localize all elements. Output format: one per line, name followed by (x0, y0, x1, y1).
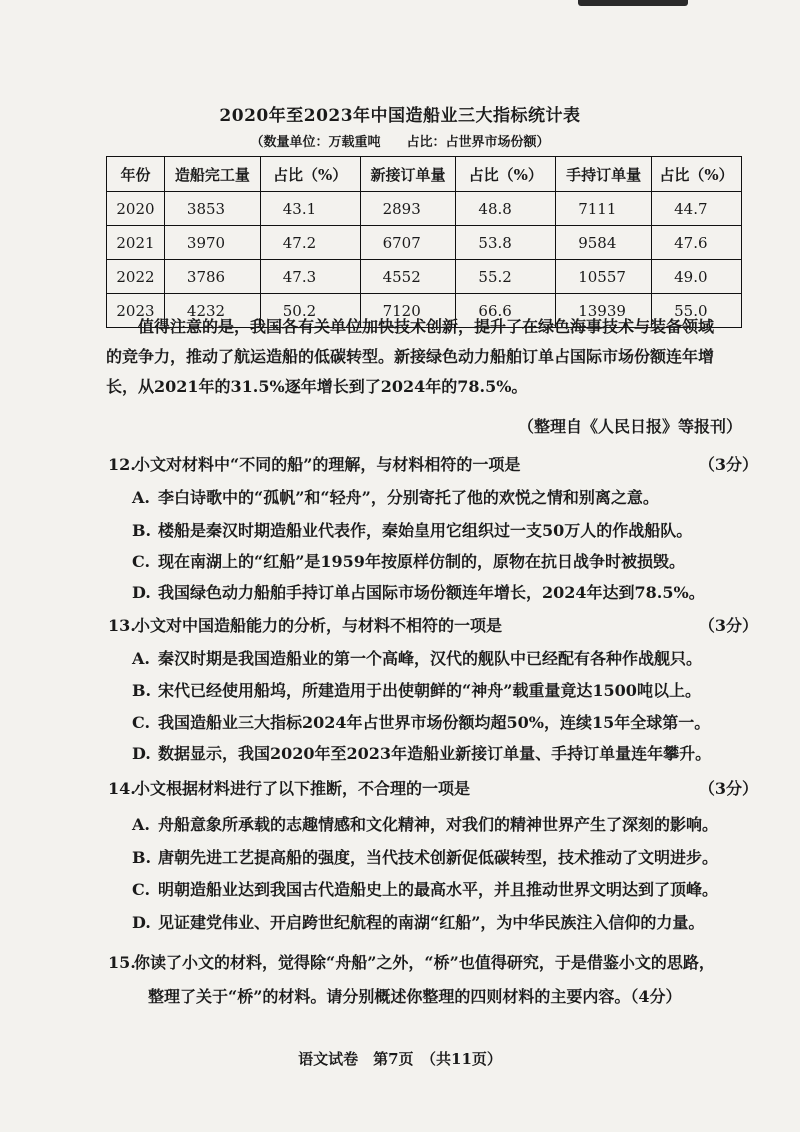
option-letter: B. (132, 848, 152, 867)
option-text: 唐朝先进工艺提高船的强度，当代技术创新促低碳转型，技术推动了文明进步。 (158, 848, 719, 867)
header-share: 占比（%） (652, 157, 742, 192)
table-title: 2020年至2023年中国造船业三大指标统计表 (219, 106, 581, 126)
table-header-row (107, 157, 742, 192)
table-cell: 7120 (360, 294, 456, 328)
table-cell: 2021 (107, 226, 165, 260)
question-number: 15. (108, 953, 136, 972)
option-c (132, 710, 772, 733)
table-cell: 50.2 (260, 294, 360, 328)
table-cell: 4552 (360, 260, 456, 294)
question-13 (108, 613, 758, 636)
question-15-line-2: 整理了关于“桥”的材料。请分别概述你整理的四则材料的主要内容。（4分） (148, 987, 682, 1006)
header-year: 年份 (107, 157, 165, 192)
option-letter: B. (132, 521, 152, 540)
header-share: 占比（%） (260, 157, 360, 192)
table-cell: 2893 (360, 192, 456, 226)
option-b (132, 518, 772, 541)
option-letter: D. (132, 583, 151, 602)
table-cell: 9584 (556, 226, 652, 260)
question-stem: 小文根据材料进行了以下推断，不合理的一项是 (134, 779, 471, 798)
table-cell: 49.0 (652, 260, 742, 294)
header-share: 占比（%） (456, 157, 556, 192)
question-score: （3分） (698, 455, 758, 474)
table-cell: 2020 (107, 192, 165, 226)
option-text: 明朝造船业达到我国古代造船史上的最高水平，并且推动世界文明达到了顶峰。 (158, 880, 719, 899)
top-edge-mark (578, 0, 688, 6)
table-subtitle: （数量单位：万载重吨 占比：占世界市场份额） (250, 135, 550, 150)
table-cell: 10557 (556, 260, 652, 294)
table-cell: 47.2 (260, 226, 360, 260)
option-c (132, 549, 772, 572)
question-number: 12. (108, 455, 136, 474)
paragraph-line: 值得注意的是，我国各有关单位加快技术创新，提升了在绿色海事技术与装备领域 (106, 317, 715, 336)
question-stem: 小文对中国造船能力的分析，与材料不相符的一项是 (134, 616, 503, 635)
option-a (132, 485, 772, 508)
table-row (107, 260, 742, 294)
question-15 (108, 950, 758, 973)
question-stem: 你读了小文的材料，觉得除“舟船”之外，“桥”也值得研究，于是借鉴小文的思路， (134, 953, 715, 972)
source-citation: （整理自《人民日报》等报刊） (517, 417, 742, 436)
question-14 (108, 776, 758, 799)
question-number: 13. (108, 616, 136, 635)
question-number: 14. (108, 779, 136, 798)
header-backlog: 手持订单量 (556, 157, 652, 192)
option-letter: A. (132, 488, 150, 507)
option-letter: C. (132, 880, 151, 899)
table-cell: 3853 (164, 192, 260, 226)
question-score: （3分） (698, 779, 758, 798)
option-letter: C. (132, 713, 151, 732)
table-cell: 43.1 (260, 192, 360, 226)
option-text: 我国造船业三大指标2024年占世界市场份额均超50%，连续15年全球第一。 (158, 713, 711, 732)
table-cell: 44.7 (652, 192, 742, 226)
option-c (132, 877, 772, 900)
table-row (107, 226, 742, 260)
question-12 (108, 452, 758, 475)
option-text: 现在南湖上的“红船”是1959年按原样仿制的，原物在抗日战争时被损毁。 (158, 552, 685, 571)
header-new-orders: 新接订单量 (360, 157, 456, 192)
option-letter: A. (132, 649, 150, 668)
table-cell: 7111 (556, 192, 652, 226)
option-a (132, 646, 772, 669)
table-cell: 13939 (556, 294, 652, 328)
table-cell: 55.2 (456, 260, 556, 294)
table-cell: 53.8 (456, 226, 556, 260)
table-cell: 2023 (107, 294, 165, 328)
question-stem: 小文对材料中“不同的船”的理解，与材料相符的一项是 (134, 455, 521, 474)
table-cell: 4232 (164, 294, 260, 328)
table-cell: 2022 (107, 260, 165, 294)
option-text: 李白诗歌中的“孤帆”和“轻舟”，分别寄托了他的欢悦之情和别离之意。 (158, 488, 659, 507)
paragraph-line: 长，从2021年的31.5%逐年增长到了2024年的78.5%。 (106, 377, 528, 396)
option-text: 我国绿色动力船舶手持订单占国际市场份额连年增长，2024年达到78.5%。 (158, 583, 705, 602)
option-letter: D. (132, 744, 151, 763)
option-a (132, 812, 772, 835)
option-d (132, 741, 772, 764)
option-text: 见证建党伟业、开启跨世纪航程的南湖“红船”，为中华民族注入信仰的力量。 (158, 913, 705, 932)
shipbuilding-stats-table (106, 156, 742, 328)
option-text: 楼船是秦汉时期造船业代表作，秦始皇用它组织过一支50万人的作战船队。 (158, 521, 693, 540)
option-letter: B. (132, 681, 152, 700)
option-text: 数据显示，我国2020年至2023年造船业新接订单量、手持订单量连年攀升。 (158, 744, 712, 763)
option-b (132, 678, 772, 701)
option-letter: C. (132, 552, 151, 571)
option-d (132, 580, 772, 603)
table-cell: 66.6 (456, 294, 556, 328)
table-cell: 47.6 (652, 226, 742, 260)
page-footer: 语文试卷 第7页 （共11页） (298, 1050, 502, 1068)
option-d (132, 910, 772, 933)
paragraph-line: 的竞争力，推动了航运造船的低碳转型。新接绿色动力船舶订单占国际市场份额连年增 (106, 347, 715, 366)
table-cell: 55.0 (652, 294, 742, 328)
option-b (132, 845, 772, 868)
option-text: 秦汉时期是我国造船业的第一个高峰，汉代的舰队中已经配有各种作战舰只。 (158, 649, 703, 668)
table-row (107, 192, 742, 226)
question-score: （3分） (698, 616, 758, 635)
table-cell: 48.8 (456, 192, 556, 226)
table-cell: 3786 (164, 260, 260, 294)
table-cell: 6707 (360, 226, 456, 260)
option-text: 宋代已经使用船坞，所建造用于出使朝鲜的“神舟”载重量竟达1500吨以上。 (158, 681, 701, 700)
option-letter: D. (132, 913, 151, 932)
option-text: 舟船意象所承载的志趣情感和文化精神，对我们的精神世界产生了深刻的影响。 (158, 815, 719, 834)
header-completion: 造船完工量 (164, 157, 260, 192)
table-cell: 3970 (164, 226, 260, 260)
table-cell: 47.3 (260, 260, 360, 294)
option-letter: A. (132, 815, 150, 834)
